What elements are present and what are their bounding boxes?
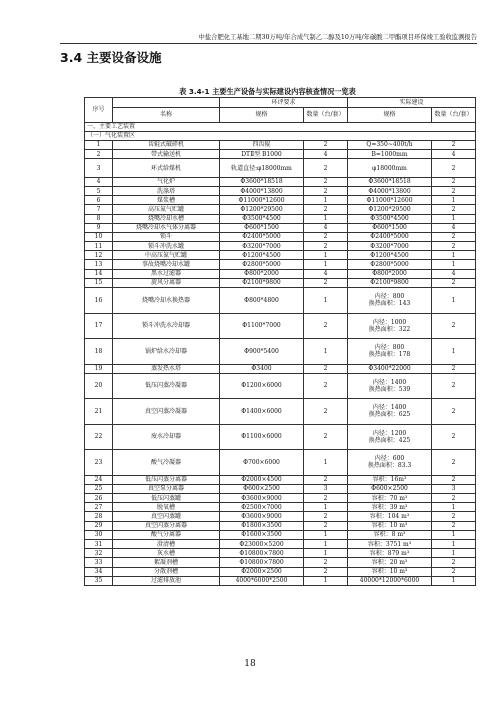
cell-actual-spec: 内径：800 换热面积：178: [348, 339, 432, 365]
cell-actual-spec: 容积：39 m³: [348, 503, 432, 512]
cell-qty: 1: [304, 196, 348, 205]
cell-qty: 1: [304, 576, 348, 585]
cell-actual-spec: Φ600*1500: [348, 223, 432, 232]
cell-spec: Φ1200*4500: [220, 251, 304, 260]
table-row: [85, 159, 476, 178]
table-row: [85, 223, 476, 232]
cell-actual-qty: 4: [432, 223, 476, 232]
cell-actual-qty: 1: [432, 530, 476, 539]
cell-name: 低压闪蒸分离器: [113, 475, 220, 484]
cell-no: 23: [85, 450, 113, 476]
cell-spec: 4000*6000*2500: [220, 576, 304, 585]
cell-name: 气化炉: [113, 177, 220, 186]
cell-spec: Φ3200*7000: [220, 242, 304, 251]
cell-actual-spec: 40000*12000*6000: [348, 576, 432, 585]
table-row: [85, 196, 476, 205]
cell-name: 中高压氮气贮罐: [113, 251, 220, 260]
cell-no: 4: [85, 177, 113, 186]
table-row: [85, 242, 476, 251]
table-row: [85, 186, 476, 195]
cell-actual-spec: Φ3400*22000: [348, 364, 432, 373]
cell-spec: Φ1100×6000: [220, 424, 304, 450]
table-row: [85, 540, 476, 549]
cell-actual-spec: 内径：1400 换热面积：539: [348, 373, 432, 399]
cell-no: 9: [85, 223, 113, 232]
table-row: [85, 150, 476, 159]
cell-actual-qty: 2: [432, 475, 476, 484]
cell-actual-qty: 2: [432, 424, 476, 450]
table-row: [85, 214, 476, 223]
cell-name: 分散剂槽: [113, 567, 220, 576]
table-row: [85, 339, 476, 365]
cell-qty: 2: [304, 159, 348, 178]
cell-no: 18: [85, 339, 113, 365]
cell-qty: 1: [304, 288, 348, 314]
cell-name: 低压闪蒸罐: [113, 494, 220, 503]
table-row: [85, 512, 476, 521]
cell-no: 34: [85, 567, 113, 576]
cell-spec: Φ800*2000: [220, 269, 304, 278]
cell-actual-spec: Φ800*2000: [348, 269, 432, 278]
cell-actual-spec: Φ1200*4500: [348, 251, 432, 260]
cell-qty: 3: [304, 484, 348, 493]
cell-spec: Φ1800×3500: [220, 521, 304, 530]
cell-actual-qty: 2: [432, 567, 476, 576]
page-header: 中盐合肥化工基地二期30万吨/年合成气制乙二醇及10万吨/年碳酸二甲酯项目环保竣工验收监测报告: [60, 32, 477, 44]
table-row: [85, 177, 476, 186]
cell-no: 21: [85, 399, 113, 425]
group-gasification: （一）气化装置区: [85, 131, 476, 140]
cell-no: 22: [85, 424, 113, 450]
col-blank: [113, 98, 220, 108]
cell-actual-qty: 2: [432, 521, 476, 530]
table-row: [85, 558, 476, 567]
table-row: [85, 232, 476, 241]
cell-actual-qty: 3: [432, 484, 476, 493]
cell-name: 真空闪蒸分离器: [113, 521, 220, 530]
cell-qty: 2: [304, 424, 348, 450]
cell-actual-qty: 2: [432, 364, 476, 373]
cell-no: 5: [85, 186, 113, 195]
cell-qty: 2: [304, 177, 348, 186]
cell-qty: 1: [304, 251, 348, 260]
cell-name: 废水冷却器: [113, 424, 220, 450]
cell-qty: 2: [304, 475, 348, 484]
cell-spec: Φ2800*5000: [220, 260, 304, 269]
table-row: [85, 567, 476, 576]
cell-no: 8: [85, 214, 113, 223]
cell-qty: 2: [304, 186, 348, 195]
cell-no: 29: [85, 521, 113, 530]
cell-spec: Φ1100*7000: [220, 313, 304, 339]
cell-qty: 2: [304, 558, 348, 567]
cell-no: 13: [85, 260, 113, 269]
cell-qty: 4: [304, 223, 348, 232]
table-row: [85, 503, 476, 512]
cell-qty: 2: [304, 521, 348, 530]
cell-qty: 1: [304, 339, 348, 365]
cell-name: 蒸发热水塔: [113, 364, 220, 373]
col-eia: 环评要求: [220, 98, 348, 108]
page-number: 18: [244, 659, 256, 669]
section-title: 3.4 主要设备设施: [60, 50, 162, 65]
cell-name: 带式输送机: [113, 150, 220, 159]
cell-spec: Φ1200×6000: [220, 373, 304, 399]
cell-name: 低压闪蒸冷凝器: [113, 373, 220, 399]
cell-name: 锁斗冲洗水罐: [113, 242, 220, 251]
cell-qty: 1: [304, 214, 348, 223]
cell-qty: 2: [304, 278, 348, 287]
cell-spec: Φ4000*13800: [220, 186, 304, 195]
table-row: [85, 484, 476, 493]
cell-spec: Φ10800×7800: [220, 549, 304, 558]
cell-actual-qty: 2: [432, 373, 476, 399]
cell-actual-qty: 1: [432, 576, 476, 585]
cell-qty: 2: [304, 512, 348, 521]
cell-no: 11: [85, 242, 113, 251]
cell-name: 真空泵分离器: [113, 484, 220, 493]
cell-name: 烧嘴冷却水气体分离器: [113, 223, 220, 232]
cell-actual-qty: 4: [432, 150, 476, 159]
cell-qty: 1: [304, 549, 348, 558]
cell-actual-qty: 4: [432, 269, 476, 278]
cell-qty: 2: [304, 205, 348, 214]
cell-name: 旋风分离器: [113, 278, 220, 287]
cell-actual-spec: 容积：8 m³: [348, 530, 432, 539]
cell-spec: DTⅡ型 B1000: [220, 150, 304, 159]
cell-qty: 1: [304, 503, 348, 512]
cell-actual-qty: 2: [432, 159, 476, 178]
cell-actual-spec: 内径：1400 换热面积：625: [348, 399, 432, 425]
cell-name: 齿辊式破碎机: [113, 140, 220, 149]
table-row: [85, 278, 476, 287]
cell-name: 过滤排放池: [113, 576, 220, 585]
col-actual: 实际建设: [348, 98, 476, 108]
cell-actual-spec: 内径：600 换热面积：83.3: [348, 450, 432, 476]
cell-no: 6: [85, 196, 113, 205]
cell-actual-spec: Q=350~400t/h: [348, 140, 432, 149]
cell-name: 黑水过滤器: [113, 269, 220, 278]
table-row: [85, 549, 476, 558]
cell-name: 锁斗冲洗水冷却器: [113, 313, 220, 339]
cell-qty: 2: [304, 140, 348, 149]
col-aspec: 规格: [348, 108, 432, 123]
cell-actual-spec: 容积：20 m³: [348, 558, 432, 567]
cell-actual-qty: 2: [432, 512, 476, 521]
cell-actual-qty: 2: [432, 186, 476, 195]
cell-no: 25: [85, 484, 113, 493]
cell-name: 烧嘴冷却水换热器: [113, 288, 220, 314]
cell-actual-qty: 2: [432, 177, 476, 186]
table-row: [85, 576, 476, 585]
cell-qty: 2: [304, 242, 348, 251]
cell-name: 酸气分离器: [113, 530, 220, 539]
table-row: [85, 364, 476, 373]
table-row: [85, 313, 476, 339]
cell-qty: 2: [304, 494, 348, 503]
cell-actual-spec: Φ600×2500: [348, 484, 432, 493]
cell-spec: Φ11000*12600: [220, 196, 304, 205]
cell-no: 31: [85, 540, 113, 549]
cell-actual-spec: Φ3600*18518: [348, 177, 432, 186]
cell-actual-qty: 1: [432, 339, 476, 365]
cell-spec: Φ2000×4500: [220, 475, 304, 484]
cell-actual-spec: Φ1200*29500: [348, 205, 432, 214]
cell-actual-qty: 1: [432, 251, 476, 260]
table-row: [85, 205, 476, 214]
table-row: [85, 269, 476, 278]
cell-name: 事故烧嘴冷却水罐: [113, 260, 220, 269]
cell-actual-spec: Φ2100*9800: [348, 278, 432, 287]
cell-spec: Φ1600×3500: [220, 530, 304, 539]
cell-actual-spec: 内径：800 换热面积：143: [348, 288, 432, 314]
cell-no: 33: [85, 558, 113, 567]
cell-qty: 1: [304, 260, 348, 269]
cell-actual-qty: 1: [432, 214, 476, 223]
cell-spec: Φ1400×6000: [220, 399, 304, 425]
cell-name: 环式给煤机: [113, 159, 220, 178]
cell-actual-spec: 内径：1000 换热面积：322: [348, 313, 432, 339]
table-row: [85, 475, 476, 484]
cell-spec: 四齿辊: [220, 140, 304, 149]
table-row: [85, 450, 476, 476]
cell-actual-qty: 2: [432, 313, 476, 339]
cell-no: 27: [85, 503, 113, 512]
cell-no: 10: [85, 232, 113, 241]
cell-actual-qty: 2: [432, 450, 476, 476]
cell-actual-spec: 容积：879 m³: [348, 549, 432, 558]
cell-spec: Φ2100*9800: [220, 278, 304, 287]
cell-name: 真空闪蒸冷凝器: [113, 399, 220, 425]
col-no: 序号: [85, 98, 113, 123]
cell-actual-spec: Φ3200*7000: [348, 242, 432, 251]
cell-actual-spec: 容积：3751 m³: [348, 540, 432, 549]
cell-qty: 2: [304, 232, 348, 241]
cell-no: 19: [85, 364, 113, 373]
table-row: [85, 399, 476, 425]
cell-no: 30: [85, 530, 113, 539]
cell-name: 絮凝剂槽: [113, 558, 220, 567]
cell-spec: Φ2000×2500: [220, 567, 304, 576]
cell-name: 锁斗: [113, 232, 220, 241]
cell-qty: 2: [304, 399, 348, 425]
cell-no: 17: [85, 313, 113, 339]
table-row: [85, 530, 476, 539]
cell-no: 1: [85, 140, 113, 149]
cell-name: 澄清槽: [113, 540, 220, 549]
cell-no: 24: [85, 475, 113, 484]
cell-actual-qty: 1: [432, 196, 476, 205]
table-row: [85, 373, 476, 399]
cell-spec: Φ600*1500: [220, 223, 304, 232]
table-row: [85, 260, 476, 269]
cell-no: 15: [85, 278, 113, 287]
cell-spec: Φ3600*18518: [220, 177, 304, 186]
cell-actual-qty: 2: [432, 399, 476, 425]
cell-actual-spec: B=1000mm: [348, 150, 432, 159]
cell-qty: 1: [304, 450, 348, 476]
cell-spec: Φ2500×7000: [220, 503, 304, 512]
cell-name: 脱氧槽: [113, 503, 220, 512]
cell-qty: 2: [304, 313, 348, 339]
cell-actual-qty: 1: [432, 540, 476, 549]
cell-name: 高压氮气贮罐: [113, 205, 220, 214]
cell-actual-spec: Φ2400*5000: [348, 232, 432, 241]
cell-spec: Φ3400: [220, 364, 304, 373]
table-row: [85, 494, 476, 503]
cell-actual-qty: 1: [432, 503, 476, 512]
col-spec: 规格: [220, 108, 304, 123]
cell-name: 煤浆槽: [113, 196, 220, 205]
cell-spec: Φ23000×5200: [220, 540, 304, 549]
cell-actual-spec: 容积：10 m³: [348, 567, 432, 576]
cell-qty: 1: [304, 530, 348, 539]
cell-qty: 2: [304, 373, 348, 399]
cell-name: 烧嘴冷却水槽: [113, 214, 220, 223]
cell-actual-qty: 2: [432, 205, 476, 214]
cell-actual-qty: 1: [432, 260, 476, 269]
cell-name: 锅炉给水冷却器: [113, 339, 220, 365]
cell-actual-spec: 容积：10 m³: [348, 521, 432, 530]
table-row: [85, 251, 476, 260]
cell-actual-qty: 2: [432, 242, 476, 251]
cell-spec: Φ1200*29500: [220, 205, 304, 214]
cell-qty: 1: [304, 540, 348, 549]
cell-actual-qty: 2: [432, 140, 476, 149]
cell-actual-spec: Φ4000*13800: [348, 186, 432, 195]
cell-qty: 2: [304, 364, 348, 373]
cell-actual-qty: 2: [432, 558, 476, 567]
cell-no: 32: [85, 549, 113, 558]
col-aqty: 数量（台/套）: [432, 108, 476, 123]
group-main: 一、主要工艺装置: [85, 122, 476, 131]
cell-no: 2: [85, 150, 113, 159]
cell-spec: Φ3500*4500: [220, 214, 304, 223]
cell-qty: 4: [304, 150, 348, 159]
cell-actual-spec: φ18000mm: [348, 159, 432, 178]
cell-spec: Φ900*5400: [220, 339, 304, 365]
cell-name: 洗涤塔: [113, 186, 220, 195]
cell-spec: Φ700×6000: [220, 450, 304, 476]
cell-name: 灰水槽: [113, 549, 220, 558]
table-row: [85, 521, 476, 530]
cell-actual-qty: 2: [432, 232, 476, 241]
cell-no: 14: [85, 269, 113, 278]
cell-actual-spec: 内径：1200 换热面积：425: [348, 424, 432, 450]
cell-actual-spec: 容积：70 m³: [348, 494, 432, 503]
cell-no: 12: [85, 251, 113, 260]
cell-spec: Φ800*4800: [220, 288, 304, 314]
cell-actual-spec: 容积：16m³: [348, 475, 432, 484]
table-row: [85, 424, 476, 450]
cell-actual-spec: Φ11000*12600: [348, 196, 432, 205]
cell-no: 28: [85, 512, 113, 521]
cell-actual-spec: 容积：104 m³: [348, 512, 432, 521]
cell-no: 16: [85, 288, 113, 314]
cell-qty: 2: [304, 567, 348, 576]
cell-actual-spec: Φ3500*4500: [348, 214, 432, 223]
cell-spec: 轨道直径:φ18000mm: [220, 159, 304, 178]
cell-actual-qty: 2: [432, 278, 476, 287]
cell-no: 26: [85, 494, 113, 503]
cell-spec: Φ3600×9000: [220, 494, 304, 503]
cell-spec: Φ600×2500: [220, 484, 304, 493]
cell-spec: Φ2400*5000: [220, 232, 304, 241]
cell-name: 真空闪蒸罐: [113, 512, 220, 521]
cell-no: 35: [85, 576, 113, 585]
cell-actual-spec: Φ2800*5000: [348, 260, 432, 269]
cell-no: 20: [85, 373, 113, 399]
cell-actual-qty: 1: [432, 288, 476, 314]
table-caption: 表 3.4-1 主要生产设备与实际建设内容核查情况一览表: [179, 87, 356, 96]
table-row: [85, 288, 476, 314]
cell-name: 酸气冷凝器: [113, 450, 220, 476]
cell-no: 3: [85, 159, 113, 178]
cell-actual-qty: 1: [432, 549, 476, 558]
cell-no: 7: [85, 205, 113, 214]
table-row: [85, 140, 476, 149]
cell-spec: Φ3600×9000: [220, 512, 304, 521]
cell-spec: Φ10800×7800: [220, 558, 304, 567]
col-qty: 数量（台/套）: [304, 108, 348, 123]
cell-actual-qty: 2: [432, 494, 476, 503]
cell-qty: 4: [304, 269, 348, 278]
equipment-table: [84, 97, 476, 586]
col-name: 名称: [113, 108, 220, 123]
